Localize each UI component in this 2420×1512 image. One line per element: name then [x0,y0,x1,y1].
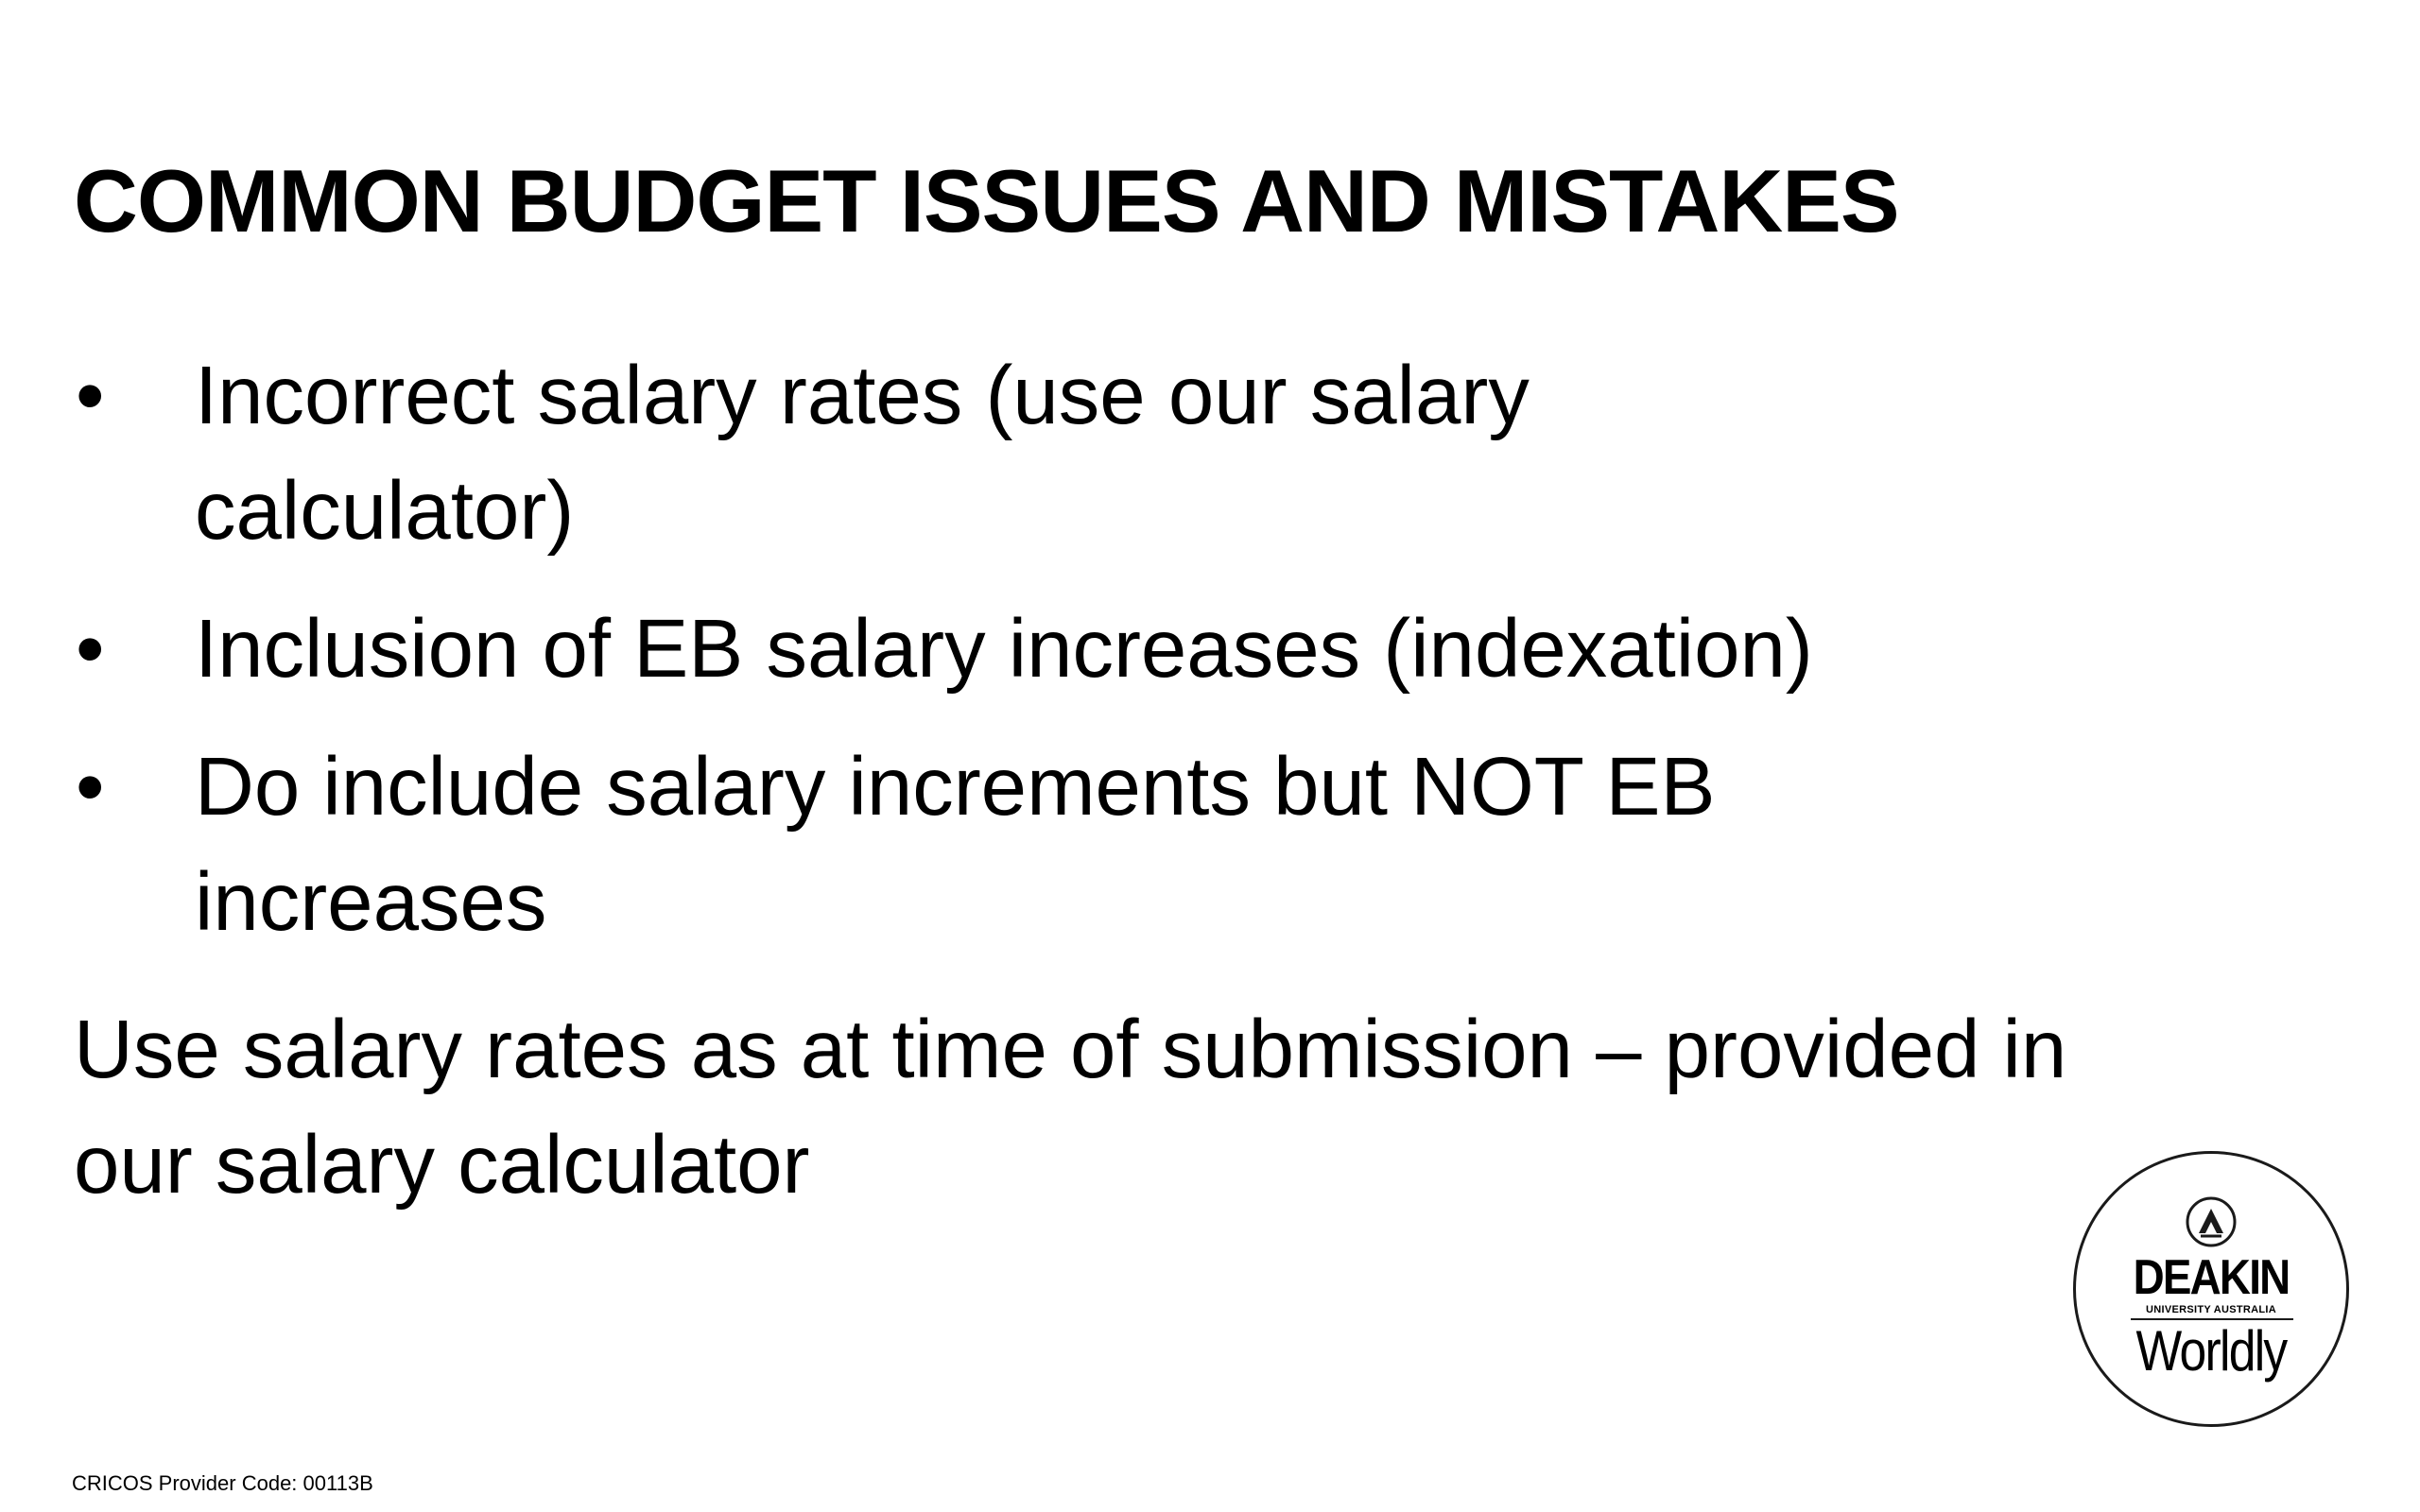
deakin-logo [2073,1151,2349,1427]
slide-title: COMMON BUDGET ISSUES AND MISTAKES [74,151,1899,250]
bullet-text: Do include salary increments but NOT EB increases [195,741,1716,948]
bullet-item [74,730,2059,960]
logo-wordmark: DEAKIN [2133,1250,2290,1305]
deakin-crest-icon [2185,1195,2238,1248]
logo-tagline: Worldly [2135,1319,2287,1383]
bullet-text: Inclusion of EB salary increases (indexation) [195,603,1813,695]
cricos-footer: CRICOS Provider Code: 00113B [72,1471,373,1495]
bullet-item [74,338,2059,569]
bullet-list [74,338,2059,983]
bullet-item [74,592,2059,707]
logo-subtitle: UNIVERSITY AUSTRALIA [2145,1304,2276,1315]
bullet-marker: • [76,741,105,833]
bullet-marker: • [76,603,105,695]
bullet-marker: • [76,350,105,441]
bullet-text: Incorrect salary rates (use our salary calculator) [195,350,1530,557]
salary-note: Use salary rates as at time of submission – provided in our salary calculator [74,1004,2067,1211]
